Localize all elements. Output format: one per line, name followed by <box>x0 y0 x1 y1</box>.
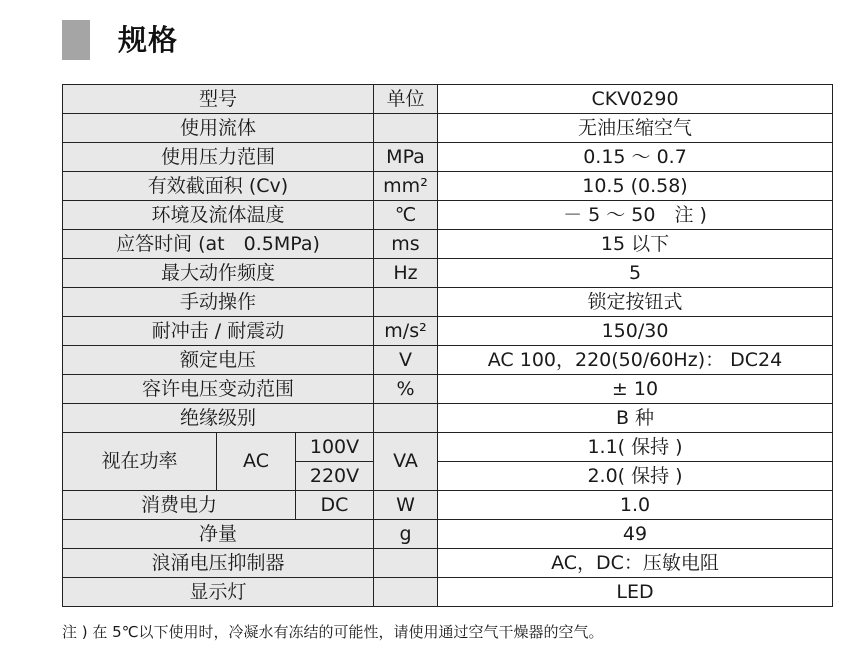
row-value: AC 100，220(50/60Hz)： DC24 <box>438 346 833 375</box>
row-value: 锁定按钮式 <box>438 288 833 317</box>
row-value: 0.15 ～ 0.7 <box>438 143 833 172</box>
power-value-100v: 1.1( 保持 ) <box>438 433 833 462</box>
table-row <box>63 114 833 143</box>
table-row <box>63 230 833 259</box>
page-title: 规格 <box>118 23 179 57</box>
row-unit: V <box>374 346 438 375</box>
consumption-dc-label: DC <box>296 491 374 520</box>
row-label: 有效截面积 (Cv) <box>63 172 374 201</box>
row-unit: ℃ <box>374 201 438 230</box>
power-label: 视在功率 <box>63 433 217 491</box>
row-value: － 5 ～ 50 注 ) <box>438 201 833 230</box>
row-label: 绝缘级别 <box>63 404 374 433</box>
power-unit: VA <box>374 433 438 491</box>
row-value: 10.5 (0.58) <box>438 172 833 201</box>
row-label: 净量 <box>63 520 374 549</box>
table-row <box>63 201 833 230</box>
table-row <box>63 172 833 201</box>
row-value: ± 10 <box>438 375 833 404</box>
table-row <box>63 404 833 433</box>
row-unit: MPa <box>374 143 438 172</box>
row-unit <box>374 549 438 578</box>
spec-table <box>62 84 833 607</box>
row-unit <box>374 404 438 433</box>
row-label: 耐冲击 / 耐震动 <box>63 317 374 346</box>
table-row <box>63 520 833 549</box>
row-unit: g <box>374 520 438 549</box>
power-ac-label: AC <box>217 433 296 491</box>
row-unit <box>374 578 438 607</box>
section-header <box>62 20 842 60</box>
power-value-220v: 2.0( 保持 ) <box>438 462 833 491</box>
row-unit: mm² <box>374 172 438 201</box>
row-label: 浪涌电压抑制器 <box>63 549 374 578</box>
table-row <box>63 317 833 346</box>
consumption-value: 1.0 <box>438 491 833 520</box>
row-value: B 种 <box>438 404 833 433</box>
row-label: 环境及流体温度 <box>63 201 374 230</box>
row-value: 49 <box>438 520 833 549</box>
row-value: 5 <box>438 259 833 288</box>
consumption-unit: W <box>374 491 438 520</box>
row-label: 使用流体 <box>63 114 374 143</box>
table-row <box>63 85 833 114</box>
row-label: 型号 <box>63 85 374 114</box>
table-row <box>63 288 833 317</box>
header-accent-bar <box>62 20 90 60</box>
row-label: 最大动作频度 <box>63 259 374 288</box>
row-value: CKV0290 <box>438 85 833 114</box>
table-row <box>63 346 833 375</box>
voltage-100v: 100V <box>296 433 374 462</box>
row-value: 无油压缩空气 <box>438 114 833 143</box>
row-label: 额定电压 <box>63 346 374 375</box>
row-label: 显示灯 <box>63 578 374 607</box>
row-value: 15 以下 <box>438 230 833 259</box>
table-row <box>63 143 833 172</box>
table-row <box>63 375 833 404</box>
consumption-label: 消费电力 <box>63 491 296 520</box>
footnote: 注 ) 在 5℃以下使用时，冷凝水有冻结的可能性，请使用通过空气干燥器的空气。 <box>62 623 604 641</box>
row-label: 应答时间 (at 0.5MPa) <box>63 230 374 259</box>
row-unit: 单位 <box>374 85 438 114</box>
row-label: 手动操作 <box>63 288 374 317</box>
row-value: AC，DC：压敏电阻 <box>438 549 833 578</box>
row-unit: Hz <box>374 259 438 288</box>
table-row-power-100v <box>63 433 833 462</box>
row-unit: ms <box>374 230 438 259</box>
table-row <box>63 549 833 578</box>
table-row-consumption <box>63 491 833 520</box>
voltage-220v: 220V <box>296 462 374 491</box>
row-unit <box>374 288 438 317</box>
row-unit: m/s² <box>374 317 438 346</box>
row-unit: % <box>374 375 438 404</box>
row-label: 使用压力范围 <box>63 143 374 172</box>
table-row <box>63 259 833 288</box>
row-value: 150/30 <box>438 317 833 346</box>
row-unit <box>374 114 438 143</box>
row-value: LED <box>438 578 833 607</box>
row-label: 容许电压变动范围 <box>63 375 374 404</box>
table-row <box>63 578 833 607</box>
